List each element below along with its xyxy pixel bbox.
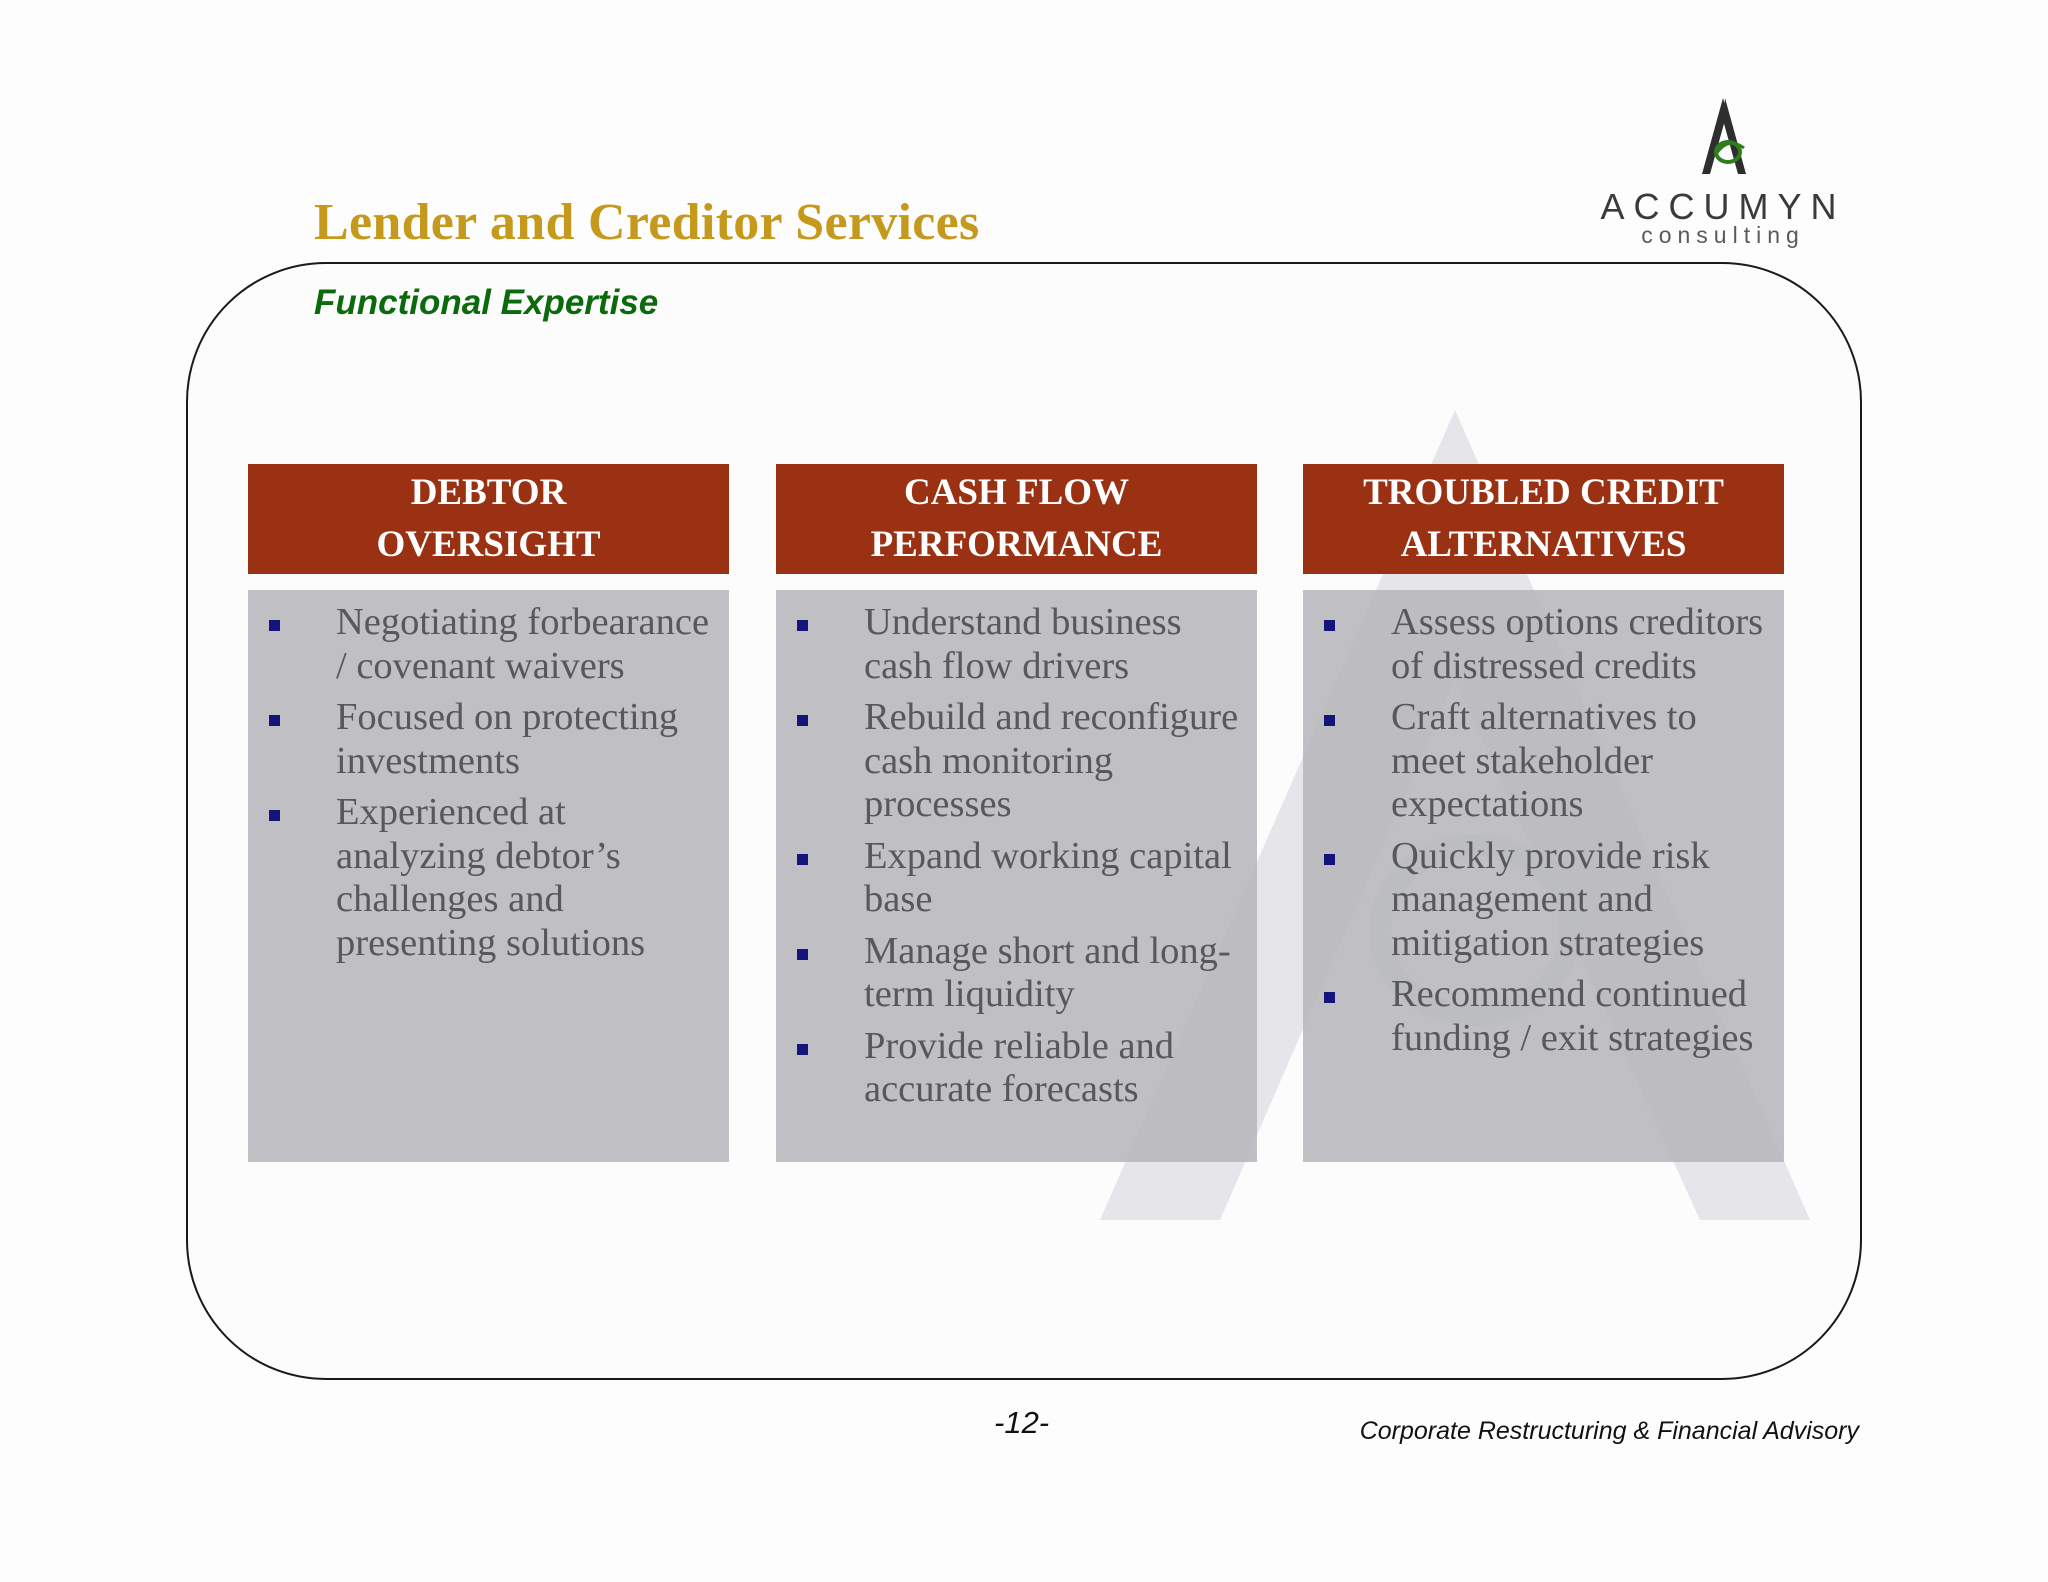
logo-tagline: consulting — [1641, 222, 1805, 248]
square-bullet-icon — [269, 810, 280, 821]
list-item — [248, 791, 717, 965]
column-header-line: PERFORMANCE — [870, 524, 1163, 565]
list-item — [776, 696, 1245, 827]
bullet-list — [776, 601, 1245, 1112]
column-header-line: CASH FLOW — [903, 472, 1130, 513]
cash-flow-performance-column — [776, 464, 1257, 1162]
list-item-text: Focused on protecting investments — [336, 696, 679, 782]
list-item-text: Recommend continued funding / exit strategies — [1391, 973, 1754, 1059]
column-body — [776, 590, 1257, 1162]
company-logo — [1598, 92, 1848, 252]
list-item — [1303, 835, 1772, 966]
square-bullet-icon — [797, 715, 808, 726]
list-item — [1303, 973, 1772, 1060]
square-bullet-icon — [797, 1044, 808, 1055]
list-item — [248, 696, 717, 783]
column-body — [248, 590, 729, 1162]
square-bullet-icon — [797, 854, 808, 865]
square-bullet-icon — [1324, 854, 1335, 865]
list-item — [1303, 696, 1772, 827]
list-item-text: Negotiating forbearance / covenant waivers — [336, 601, 710, 687]
logo-wordmark: ACCUMYN — [1600, 186, 1846, 227]
list-item-text: Quickly provide risk management and mitigation strategies — [1391, 834, 1710, 964]
list-item — [1303, 601, 1772, 688]
square-bullet-icon — [797, 620, 808, 631]
column-header — [1303, 464, 1784, 574]
column-header-line: TROUBLED CREDIT — [1363, 472, 1724, 513]
list-item-text: Experienced at analyzing debtor’s challenges and presenting solutions — [336, 791, 646, 964]
accumyn-a-logo-icon — [1598, 92, 1848, 192]
bullet-list — [1303, 601, 1772, 1060]
list-item-text: Rebuild and reconfigure cash monitoring processes — [864, 696, 1239, 825]
square-bullet-icon — [269, 715, 280, 726]
debtor-oversight-column — [248, 464, 729, 1162]
column-header-line: DEBTOR — [410, 472, 567, 513]
section-subtitle: Functional Expertise — [314, 283, 659, 322]
list-item — [776, 601, 1245, 688]
page-number: -12- — [994, 1405, 1050, 1440]
list-item — [776, 1025, 1245, 1112]
list-item-text: Provide reliable and accurate forecasts — [864, 1024, 1175, 1110]
bullet-list — [248, 601, 717, 965]
square-bullet-icon — [1324, 992, 1335, 1003]
column-header — [776, 464, 1257, 574]
list-item-text: Expand working capital base — [864, 834, 1232, 920]
page-title: Lender and Creditor Services — [314, 194, 980, 251]
square-bullet-icon — [1324, 715, 1335, 726]
list-item — [776, 835, 1245, 922]
column-header-line: OVERSIGHT — [376, 524, 601, 565]
list-item-text: Manage short and long-term liquidity — [864, 929, 1231, 1015]
list-item — [248, 601, 717, 688]
column-header — [248, 464, 729, 574]
list-item — [776, 930, 1245, 1017]
square-bullet-icon — [269, 620, 280, 631]
square-bullet-icon — [1324, 620, 1335, 631]
column-header-line: ALTERNATIVES — [1400, 524, 1687, 565]
list-item-text: Understand business cash flow drivers — [864, 601, 1182, 687]
list-item-text: Craft alternatives to meet stakeholder expectations — [1391, 696, 1697, 825]
troubled-credit-alternatives-column — [1303, 464, 1784, 1162]
column-body — [1303, 590, 1784, 1162]
footer-tagline: Corporate Restructuring & Financial Advisory — [1359, 1417, 1859, 1445]
list-item-text: Assess options creditors of distressed credits — [1391, 601, 1764, 687]
square-bullet-icon — [797, 949, 808, 960]
